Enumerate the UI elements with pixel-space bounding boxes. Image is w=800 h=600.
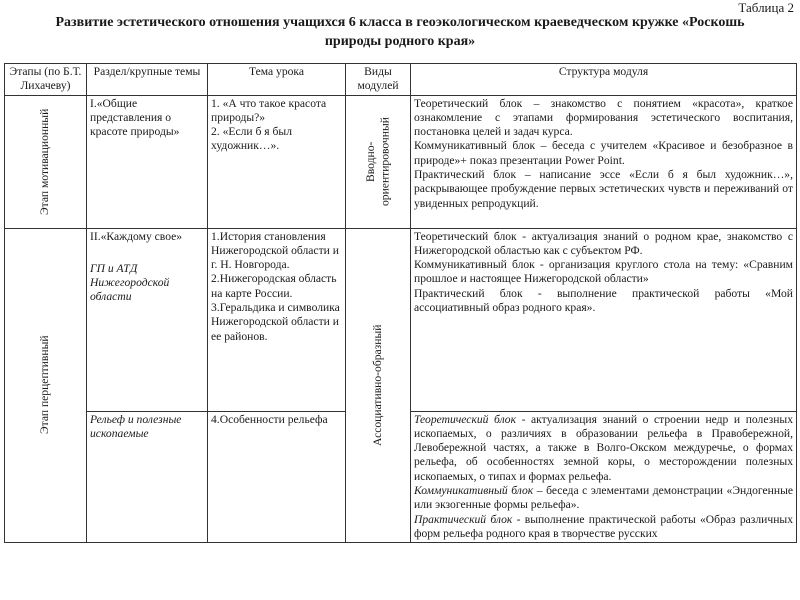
- title-line-2: природы родного края»: [324, 34, 476, 49]
- header-stages: Этапы (по Б.Т. Лихачеву): [5, 64, 87, 96]
- topic-item: 1.История становления Нижегородской области и г. Н. Новгорода.: [211, 229, 339, 272]
- structure-block: Теоретический блок - актуализация знаний о родном крае, знакомство с Нижегородской областью как с субъектом РФ.: [414, 229, 793, 257]
- block-text: - выполнение практической работы «Образ различных форм рельефа родного края в творчестве русских: [414, 512, 793, 540]
- header-sections: Раздел/крупные темы: [87, 64, 208, 96]
- table-header-row: [5, 64, 797, 96]
- structure-cell: [411, 228, 797, 411]
- stage-label: Этап перцептивный: [38, 336, 52, 435]
- section-title: II.«Каждому свое»: [90, 229, 183, 243]
- stage-label: Этап мотивационный: [38, 108, 52, 215]
- structure-block: Коммуникативный блок – беседа с учителем «Красивое и безобразное в природе»+ показ презентации Power Point.: [414, 139, 793, 167]
- module-type-cell: [346, 95, 411, 228]
- module-type-label: Ассоциативно-образный: [370, 324, 384, 447]
- table-row: [5, 95, 797, 228]
- module-type-cell: [346, 228, 411, 543]
- block-label: Практический блок: [414, 512, 513, 526]
- topic-cell: 4.Особенности рельефа: [208, 411, 346, 543]
- topic-item: 2.Нижегородская область на карте России.: [211, 272, 337, 300]
- header-module-structure: Структура модуля: [411, 64, 797, 96]
- structure-block: [414, 484, 793, 513]
- structure-block: Практический блок - выполнение практической работы «Мой ассоциативный образ родного края».: [414, 286, 793, 315]
- topic-cell: [208, 228, 346, 411]
- block-label: Теоретический блок: [414, 412, 517, 426]
- subsection-title: ГП и АТД Нижегородской области: [90, 261, 170, 304]
- module-type-label: Вводно-ориентировочный: [363, 117, 391, 207]
- block-text: - актуализация знаний о строении недр и полезных ископаемых, о различиях в образовании рельефа в Правобережной, Левобережной частях, а также в Волго-Окском междуречье, о формах рельефа, об особенностях земной коры, о месторождении полезных ископаемых, о типах и формах рельефа.: [414, 412, 794, 483]
- table-row: [5, 228, 797, 411]
- block-label: Коммуникативный блок: [414, 484, 534, 498]
- table-number: Таблица 2: [738, 0, 794, 15]
- module-table: [4, 63, 797, 543]
- structure-block: [414, 413, 793, 484]
- section-cell: I.«Общие представления о красоте природы»: [87, 95, 208, 228]
- structure-block: Коммуникативный блок - организация круглого стола на тему: «Сравним прошлое и настоящее Нижегородской области»: [414, 258, 793, 286]
- header-module-types: Виды модулей: [346, 64, 411, 96]
- block-text: – беседа с элементами демонстрации «Эндогенные или экзогенные формы рельефа».: [414, 484, 794, 512]
- topic-item: 3.Геральдика и символика Нижегородской области и ее районов.: [211, 301, 340, 343]
- structure-block: Теоретический блок – знакомство с понятием «красота», краткое ознакомление с этапами формирования эстетического воспитания, постановка целей и задач курса.: [414, 96, 793, 139]
- topic-cell: [208, 95, 346, 228]
- topic-item: 2. «Если б я был художник…».: [211, 125, 293, 153]
- structure-block: Практический блок – написание эссе «Если б я был художник…», раскрывающее пробуждение первых эстетических чувств и переживаний от увиденных репродукций.: [414, 168, 793, 210]
- structure-cell: [411, 95, 797, 228]
- stage-cell: [5, 228, 87, 543]
- header-lesson-topic: Тема урока: [208, 64, 346, 96]
- structure-block: [414, 513, 793, 542]
- stage-cell: [5, 95, 87, 228]
- section-cell: [87, 228, 208, 411]
- topic-item: 1. «А что такое красота природы?»: [211, 96, 327, 124]
- title-line-1: Развитие эстетического отношения учащихся 6 класса в геоэкологическом краеведческом кружке «Роскошь: [55, 15, 745, 30]
- document-title: [0, 13, 800, 51]
- structure-cell: [411, 411, 797, 543]
- section-cell: Рельеф и полезные ископаемые: [87, 411, 208, 543]
